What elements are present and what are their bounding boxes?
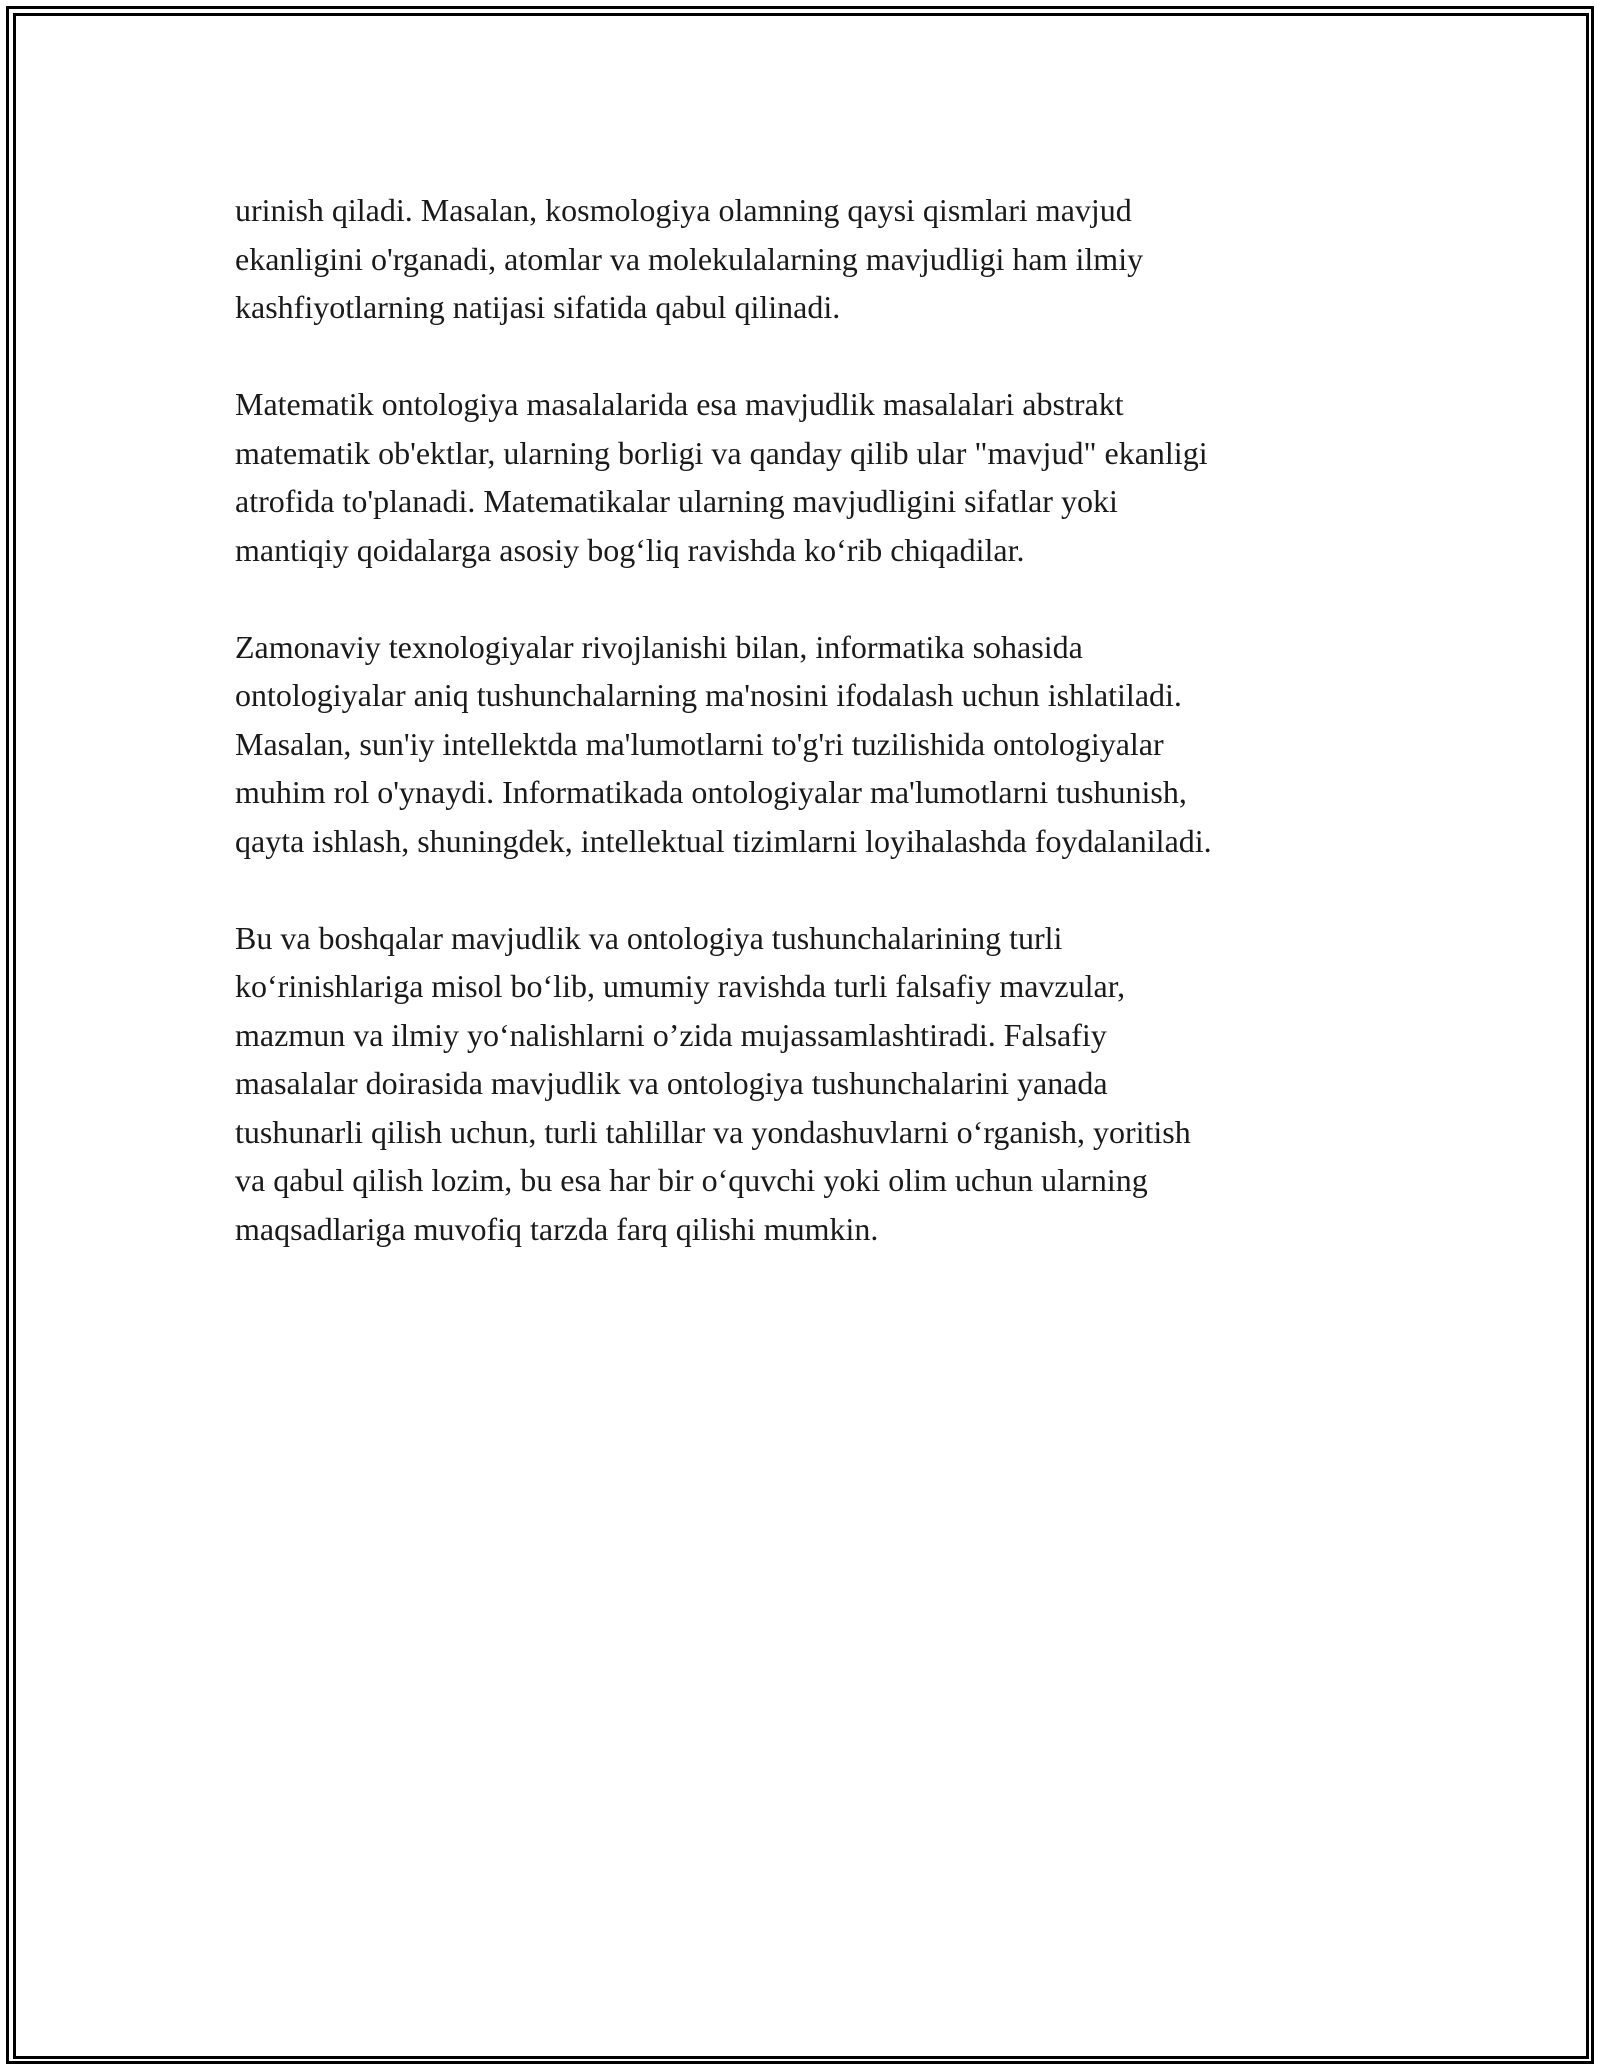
document-body	[235, 186, 1365, 1302]
text-line: va qabul qilish lozim, bu esa har bir o‘quvchi yoki olim uchun ularning	[235, 1162, 1148, 1198]
text-line: Masalan, sun'iy intellektda ma'lumotlarni to'g'ri tuzilishida ontologiyalar	[235, 725, 1164, 762]
text-line: mazmun va ilmiy yo‘nalishlarni o’zida mujassamlashtiradi. Falsafiy	[235, 1016, 1107, 1053]
paragraph-4	[235, 914, 1365, 1254]
paragraph-1	[235, 186, 1365, 332]
text-line: matematik ob'ektlar, ularning borligi va qanday qilib ular "mavjud" ekanligi	[235, 434, 1208, 471]
text-line: Zamonaviy texnologiyalar rivojlanishi bilan, informatika sohasida	[235, 628, 1083, 665]
text-line: mantiqiy qoidalarga asosiy bog‘liq ravishda ko‘rib chiqadilar.	[235, 531, 1025, 568]
text-line: Matematik ontologiya masalalarida esa mavjudlik masalalari abstrakt	[235, 386, 1124, 422]
paragraph-2	[235, 380, 1365, 574]
text-line: tushunarli qilish uchun, turli tahlillar va yondashuvlarni o‘rganish, yoritish	[235, 1113, 1191, 1150]
text-line: Bu va boshqalar mavjudlik va ontologiya tushunchalarining turli	[235, 919, 1063, 956]
text-line: maqsadlariga muvofiq tarzda farq qilishi mumkin.	[235, 1210, 879, 1247]
paragraph-3	[235, 623, 1365, 866]
text-line: ekanligini o'rganadi, atomlar va molekulalarning mavjudligi ham ilmiy	[235, 240, 1144, 277]
text-line: qayta ishlash, shuningdek, intellektual tizimlarni loyihalashda foydalaniladi.	[235, 822, 1212, 859]
text-line: urinish qiladi. Masalan, kosmologiya olamning qaysi qismlari mavjud	[235, 192, 1132, 228]
text-line: masalalar doirasida mavjudlik va ontologiya tushunchalarini yanada	[235, 1065, 1108, 1101]
text-line: kashfiyotlarning natijasi sifatida qabul qilinadi.	[235, 289, 841, 325]
text-line: ko‘rinishlariga misol bo‘lib, umumiy ravishda turli falsafiy mavzular,	[235, 968, 1126, 1004]
text-line: atrofida to'planadi. Matematikalar ularning mavjudligini sifatlar yoki	[235, 483, 1118, 519]
text-line: muhim rol o'ynaydi. Informatikada ontologiyalar ma'lumotlarni tushunish,	[235, 774, 1187, 810]
text-line: ontologiyalar aniq tushunchalarning ma'nosini ifodalash uchun ishlatiladi.	[235, 677, 1182, 713]
